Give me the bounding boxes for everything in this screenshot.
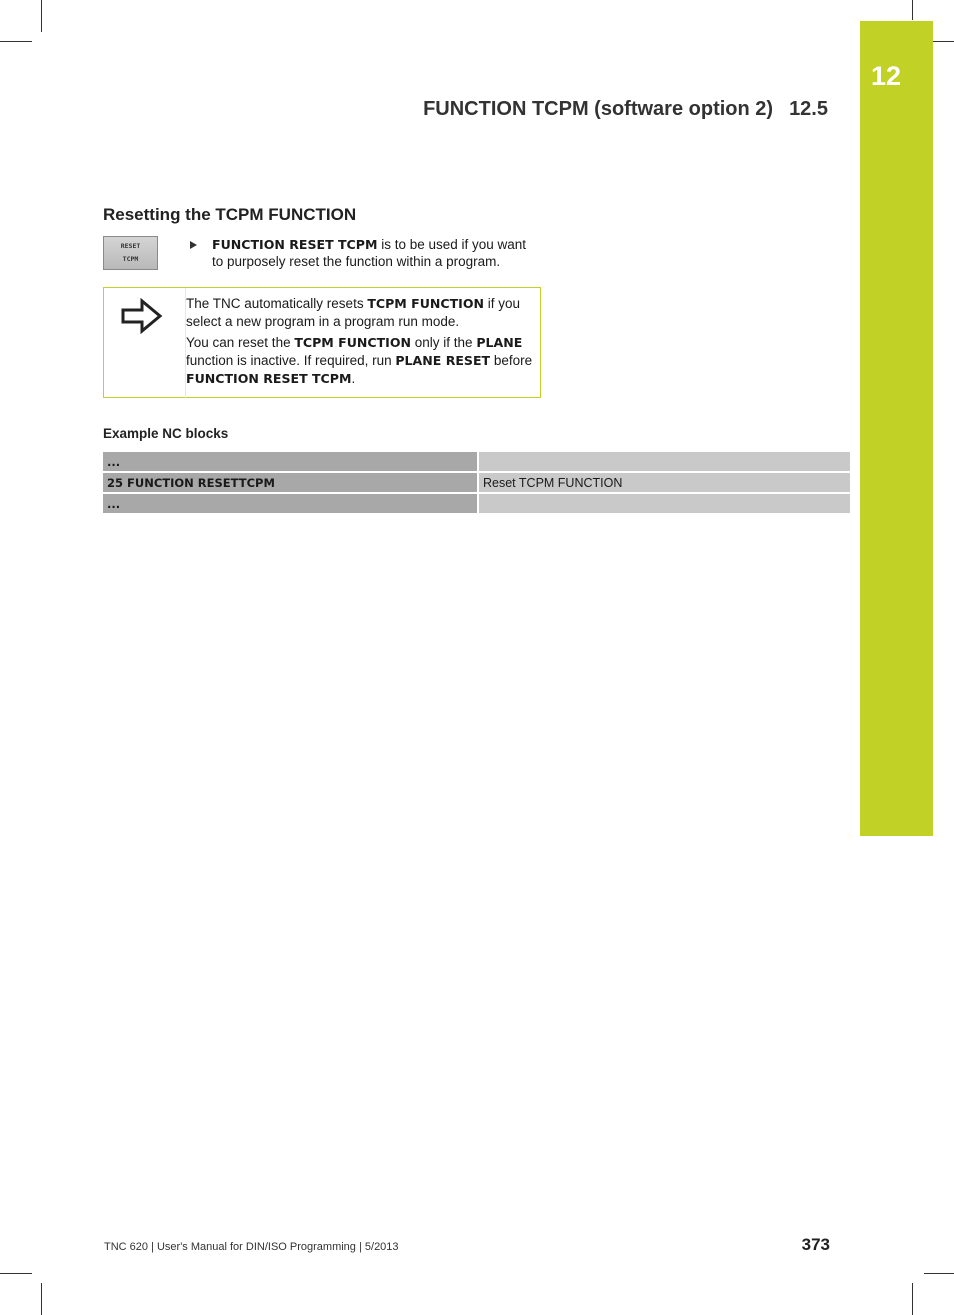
note-bold-span: PLANE RESET [395, 353, 491, 368]
table-row [103, 473, 850, 492]
nc-blocks-table [103, 450, 850, 515]
note-text-span: You can reset the [186, 335, 295, 350]
note-box [103, 287, 541, 398]
softkey-line2: TCPM [122, 255, 139, 263]
section-heading: Resetting the TCPM FUNCTION [103, 205, 357, 224]
bullet-bold: FUNCTION RESET TCPM [212, 237, 378, 252]
table-row [103, 452, 850, 471]
note-paragraph-1 [186, 295, 536, 331]
nc-comment-cell [477, 452, 850, 471]
note-bold-span: TCPM FUNCTION [367, 296, 485, 311]
note-text [186, 295, 536, 391]
nc-code-cell: 25 FUNCTION RESETTCPM [103, 473, 477, 492]
nc-comment-cell [477, 494, 850, 513]
chapter-tab [860, 21, 933, 836]
table-row [103, 494, 850, 513]
note-bold-span: FUNCTION RESET TCPM [186, 371, 352, 386]
crop-mark [41, 0, 42, 32]
reset-tcpm-softkey [103, 236, 158, 270]
note-text-span: The TNC automatically resets [186, 296, 368, 311]
note-bold-span: TCPM FUNCTION [294, 335, 412, 350]
bullet-text [212, 236, 540, 270]
bullet-item [190, 236, 540, 270]
crop-mark [0, 1273, 32, 1274]
crop-mark [912, 0, 913, 20]
chapter-number: 12 [870, 61, 902, 91]
note-text-span: . [351, 371, 356, 386]
note-bold-span: PLANE [476, 335, 523, 350]
nc-code-cell: ... [103, 494, 477, 513]
crop-mark [41, 1283, 42, 1315]
crop-mark [0, 41, 32, 42]
softkey-line1: RESET [120, 242, 141, 250]
note-text-span: if you select a new program in a program run mode. [186, 296, 521, 329]
bullet-triangle-icon [190, 241, 197, 249]
footer-text: TNC 620 | User's Manual for DIN/ISO Programming | 5/2013 [104, 1241, 399, 1253]
nc-code-cell: ... [103, 452, 477, 471]
example-heading: Example NC blocks [103, 426, 229, 441]
crop-mark [912, 1283, 913, 1315]
page-number: 373 [801, 1235, 830, 1254]
bullet-body: is to be used if you want to purposely reset the function within a program. [212, 237, 527, 269]
running-header [423, 98, 828, 121]
note-text-span: only if the [411, 335, 477, 350]
note-text-span: function is inactive. If required, run [186, 353, 396, 368]
note-text-span: before [490, 353, 533, 368]
header-title: FUNCTION TCPM (software option 2) [423, 98, 774, 120]
crop-mark [924, 1273, 954, 1274]
note-paragraph-2 [186, 334, 536, 388]
header-section-number: 12.5 [789, 98, 828, 120]
nc-comment-cell: Reset TCPM FUNCTION [477, 473, 850, 492]
arrow-right-icon [120, 298, 164, 334]
